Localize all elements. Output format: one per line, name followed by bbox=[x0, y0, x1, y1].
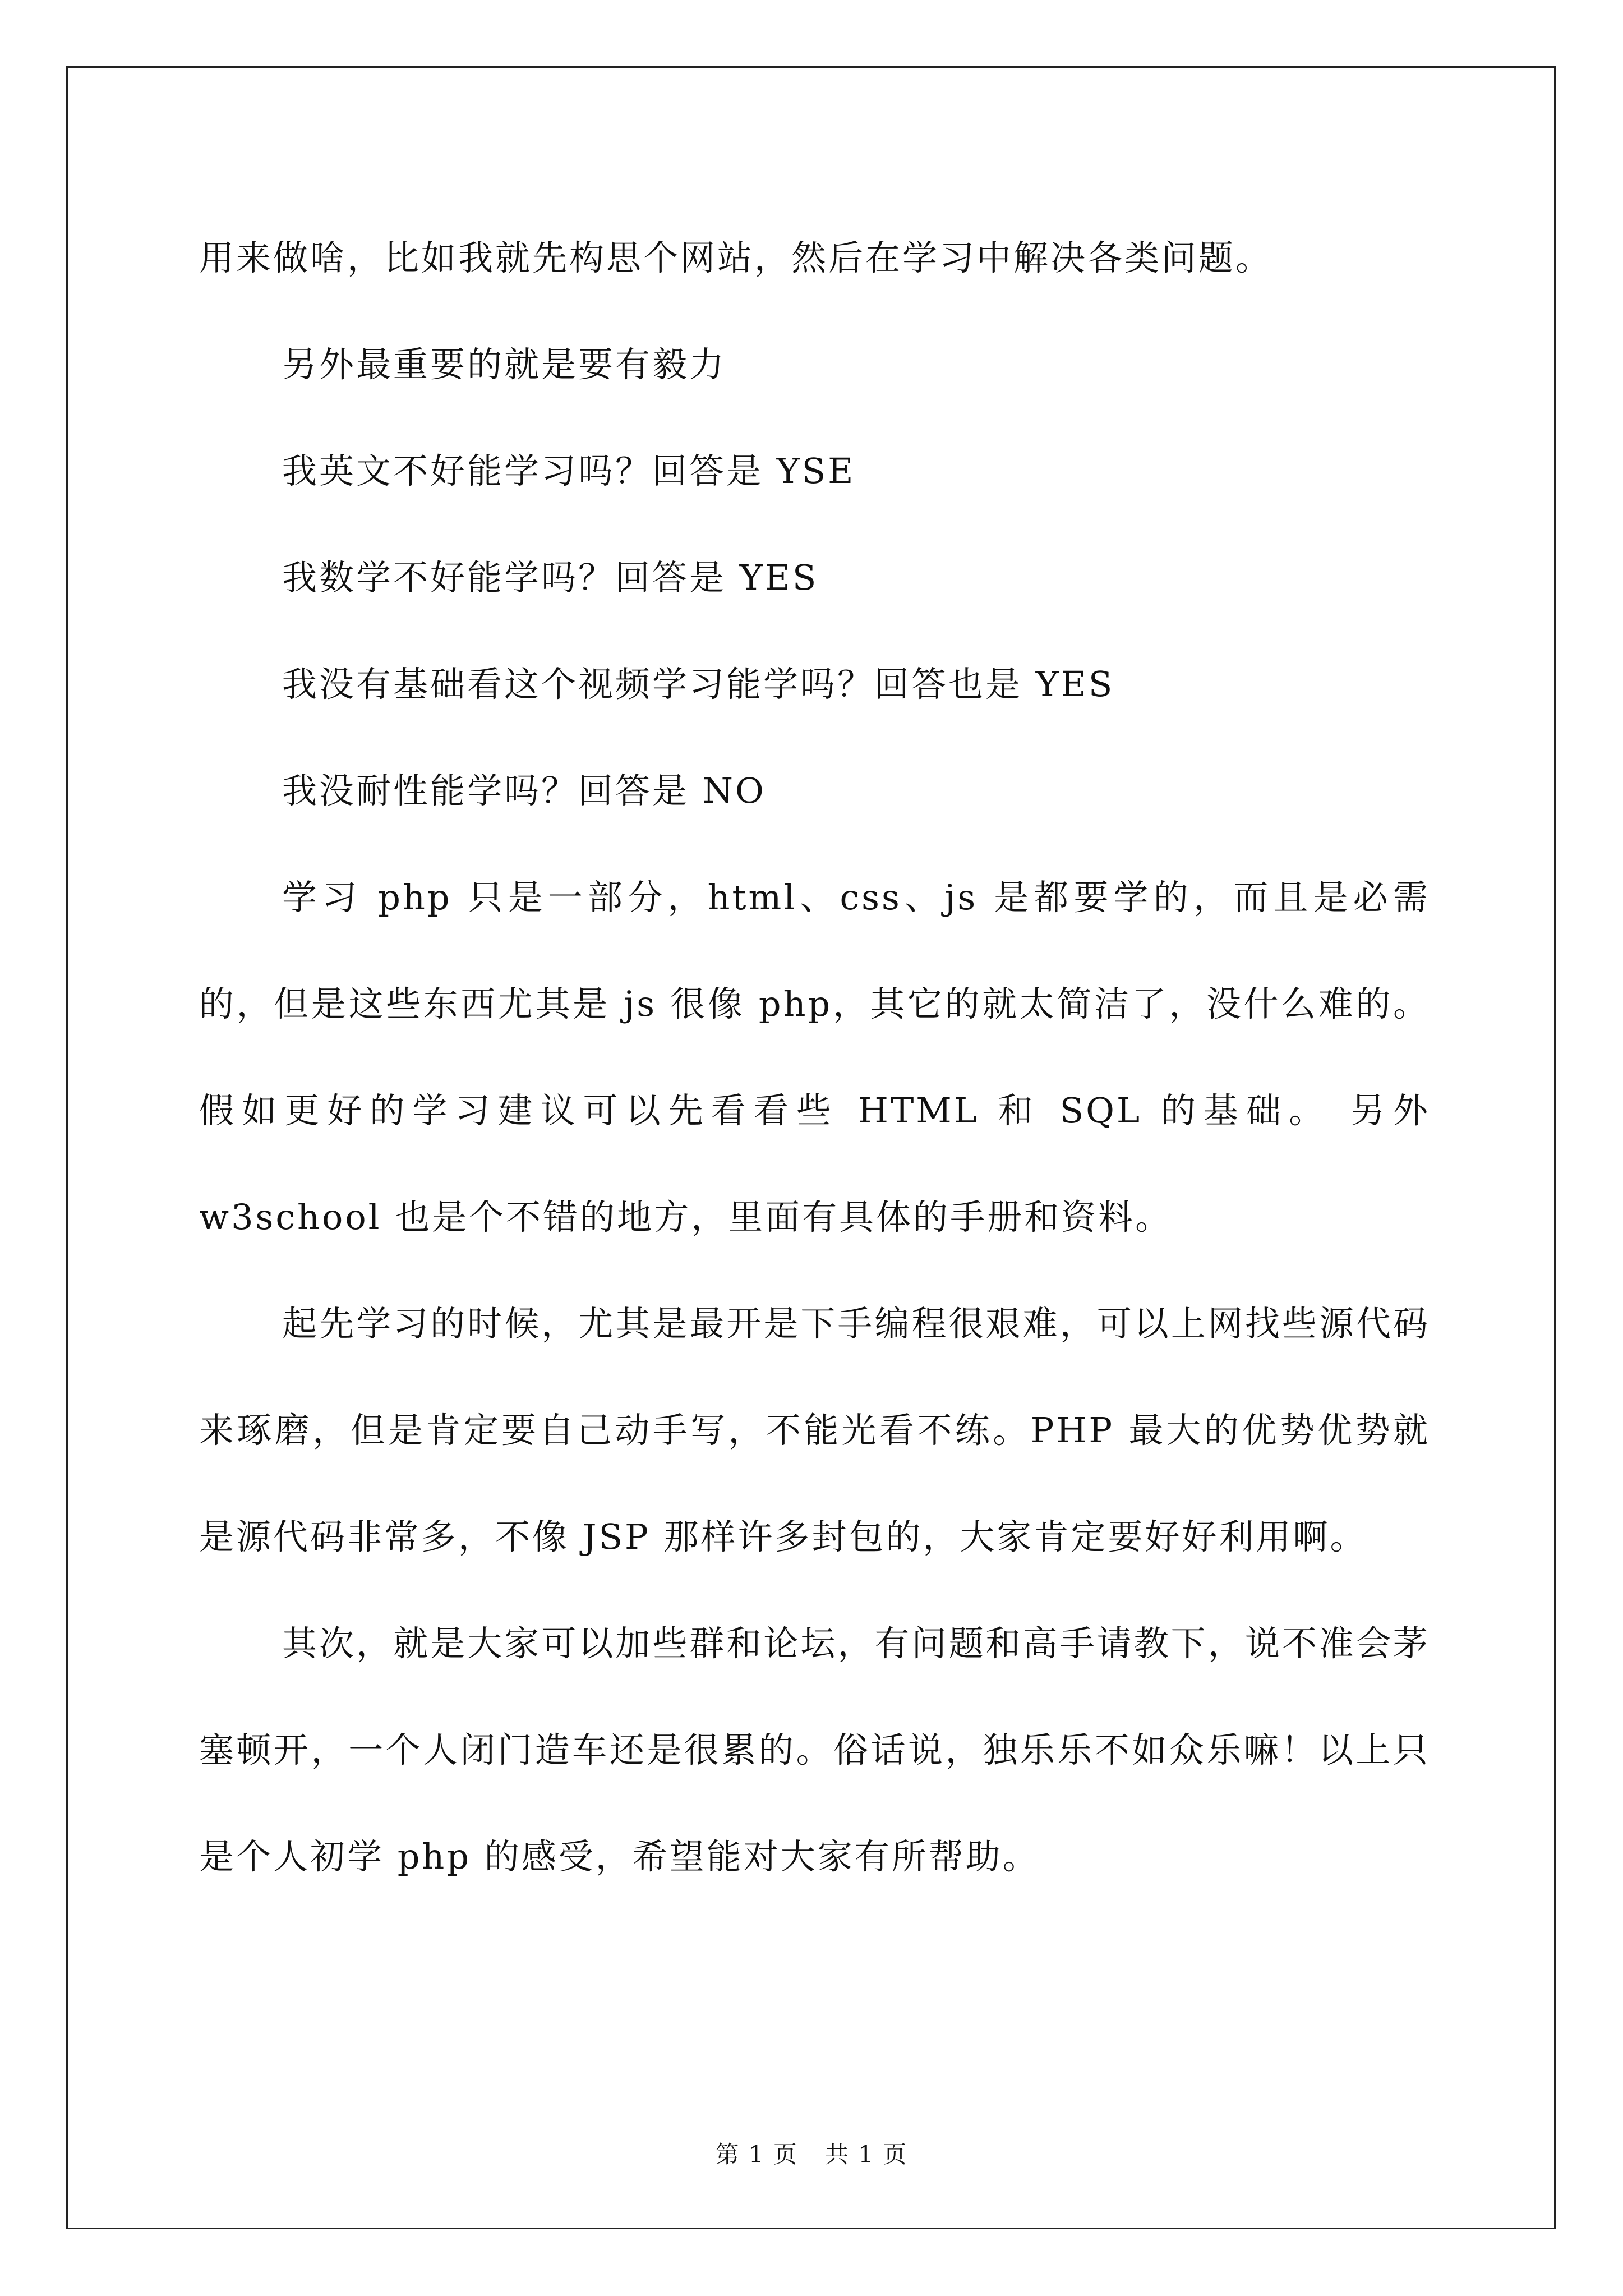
paragraph-6: 我没耐性能学吗？回答是 NO bbox=[282, 770, 766, 811]
paragraph-3: 我英文不好能学习吗？回答是 YSE bbox=[282, 450, 856, 491]
paragraph-9: 其次，就是大家可以加些群和论坛，有问题和高手请教下，说不准会茅塞顿开，一个人闭门造车还是很累的。俗话说，独乐乐不如众乐嘛！以上只是个人初学 php 的感受，希望能对大家有所帮助。 bbox=[199, 1623, 1430, 1877]
page-number-current: 第 1 页 bbox=[715, 2141, 798, 2168]
paragraph-5: 我没有基础看这个视频学习能学吗？回答也是 YES bbox=[282, 664, 1115, 705]
paragraph-1: 用来做啥，比如我就先构思个网站，然后在学习中解决各类问题。 bbox=[199, 237, 1273, 278]
paragraph-4: 我数学不好能学吗？回答是 YES bbox=[282, 557, 819, 598]
paragraph-8: 起先学习的时候，尤其是最开是下手编程很艰难，可以上网找些源代码来琢磨，但是肯定要自己动手写，不能光看不练。PHP 最大的优势优势就是源代码非常多，不像 JSP 那样许多封包的，大家肯定要好好利用啊。 bbox=[199, 1303, 1430, 1557]
document-body bbox=[199, 205, 1430, 1910]
paragraph-7: 学习 php 只是一部分，html、css、js 是都要学的，而且是必需的，但是这些东西尤其是 js 很像 php，其它的就太简洁了，没什么难的。假如更好的学习建议可以先看看些 HTML 和 SQL 的基础。 另外 w3school 也是个不错的地方，里面有具体的手册和资料。 bbox=[199, 877, 1430, 1237]
paragraph-2: 另外最重要的就是要有毅力 bbox=[282, 344, 727, 385]
page-footer bbox=[0, 2136, 1623, 2170]
page-number-total: 共 1 页 bbox=[825, 2141, 908, 2168]
